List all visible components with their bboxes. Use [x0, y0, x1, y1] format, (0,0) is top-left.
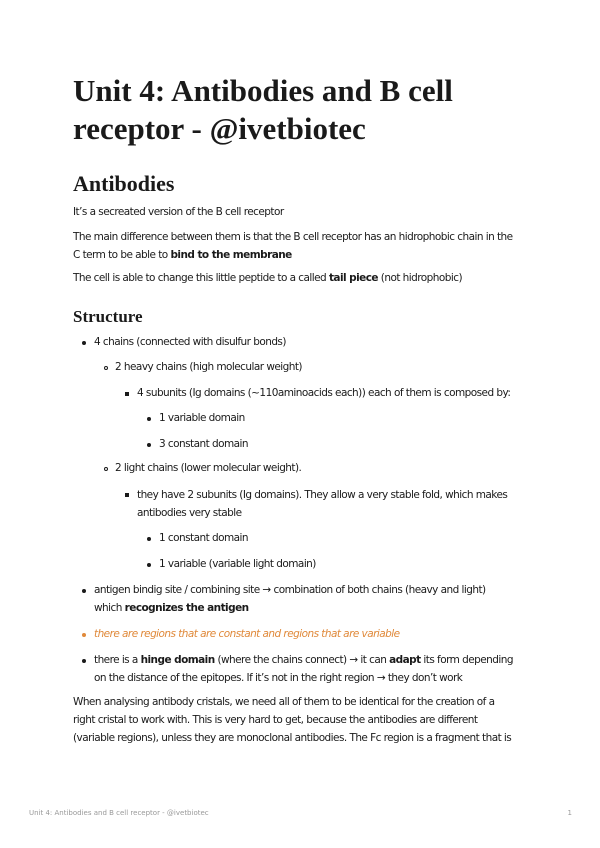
- bullet-square-icon: [125, 493, 129, 497]
- closing-paragraph: [73, 693, 533, 747]
- bullet-disc-icon: [147, 537, 151, 541]
- bullet-circle-icon: [104, 467, 108, 471]
- bullet-disc-icon: [82, 341, 86, 345]
- bold-adapt: adapt: [389, 654, 421, 666]
- bullet-disc-orange-icon: [82, 633, 86, 637]
- structure-heading: Structure: [73, 307, 143, 326]
- hinge-post: its form depending: [420, 654, 513, 666]
- intro-p3-pre: The cell is able to change this little peptide to a called: [73, 272, 329, 284]
- light-subunits-line2: antibodies very stable: [137, 507, 242, 519]
- intro-p3-post: (not hidrophobic): [378, 272, 463, 284]
- bullet-disc-icon: [147, 417, 151, 421]
- light-subunits-line1: they have 2 subunits (Ig domains). They allow a very stable fold, which makes: [137, 489, 508, 501]
- bold-hinge-domain: hinge domain: [140, 654, 215, 666]
- intro-paragraph-2: [73, 228, 533, 264]
- section-heading: Antibodies: [73, 171, 175, 196]
- hinge-mid: (where the chains connect) → it can: [214, 654, 390, 666]
- hinge-pre: there is a: [94, 654, 141, 666]
- bold-tail-piece: tail piece: [328, 272, 378, 284]
- list-item-antigen-binding: [94, 581, 534, 617]
- page-title: Unit 4: Antibodies and B cell receptor - @ivetbiotec: [73, 73, 453, 146]
- page-number: 1: [567, 809, 572, 817]
- intro-paragraph-1: It’s a secreated version of the B cell receptor: [73, 206, 284, 218]
- closing-line3: (variable regions), unless they are monoclonal antibodies. The Fc region is a fragment that is: [73, 732, 512, 744]
- bold-bind-membrane: bind to the membrane: [170, 249, 292, 261]
- bullet-disc-icon: [82, 659, 86, 663]
- antigen-binding-line1: antigen bindig site / combining site → combination of both chains (heavy and light): [94, 584, 486, 596]
- bullet-disc-icon: [147, 443, 151, 447]
- intro-paragraph-3: [73, 269, 462, 287]
- bullet-square-icon: [125, 392, 129, 396]
- list-item-heavy-subunits: 4 subunits (Ig domains (~110aminoacids each)) each of them is composed by:: [137, 387, 511, 399]
- list-item-light-variable: 1 variable (variable light domain): [159, 558, 316, 570]
- list-item-chains: 4 chains (connected with disulfur bonds): [94, 336, 286, 348]
- hinge-line2: on the distance of the epitopes. If it’s not in the right region → they don’t work: [94, 672, 463, 684]
- closing-line2: right cristal to work with. This is very hard to get, because the antibodies are different: [73, 714, 478, 726]
- bullet-disc-icon: [82, 589, 86, 593]
- list-item-light-constant: 1 constant domain: [159, 532, 248, 544]
- list-item-variable-domain: 1 variable domain: [159, 412, 245, 424]
- intro-p2-line2: C term to be able to: [73, 249, 171, 261]
- intro-p2-line1: The main difference between them is that the B cell receptor has an hidrophobic chain in the: [73, 231, 513, 243]
- list-item-light-subunits: [137, 486, 537, 522]
- bullet-disc-icon: [147, 563, 151, 567]
- bold-recognizes-antigen: recognizes the antigen: [124, 602, 249, 614]
- list-item-constant-domain: 3 constant domain: [159, 438, 248, 450]
- list-item-light-chains: 2 light chains (lower molecular weight).: [115, 462, 302, 474]
- list-item-hinge-domain: [94, 651, 534, 687]
- antigen-binding-line2-pre: which: [94, 602, 125, 614]
- closing-line1: When analysing antibody cristals, we need all of them to be identical for the creation of a: [73, 696, 495, 708]
- footer-title: Unit 4: Antibodies and B cell receptor - @ivetbiotec: [29, 809, 209, 817]
- bullet-circle-icon: [104, 366, 108, 370]
- list-item-regions-highlight: there are regions that are constant and regions that are variable: [94, 628, 400, 640]
- page-footer: [29, 809, 572, 817]
- list-item-heavy-chains: 2 heavy chains (high molecular weight): [115, 361, 302, 373]
